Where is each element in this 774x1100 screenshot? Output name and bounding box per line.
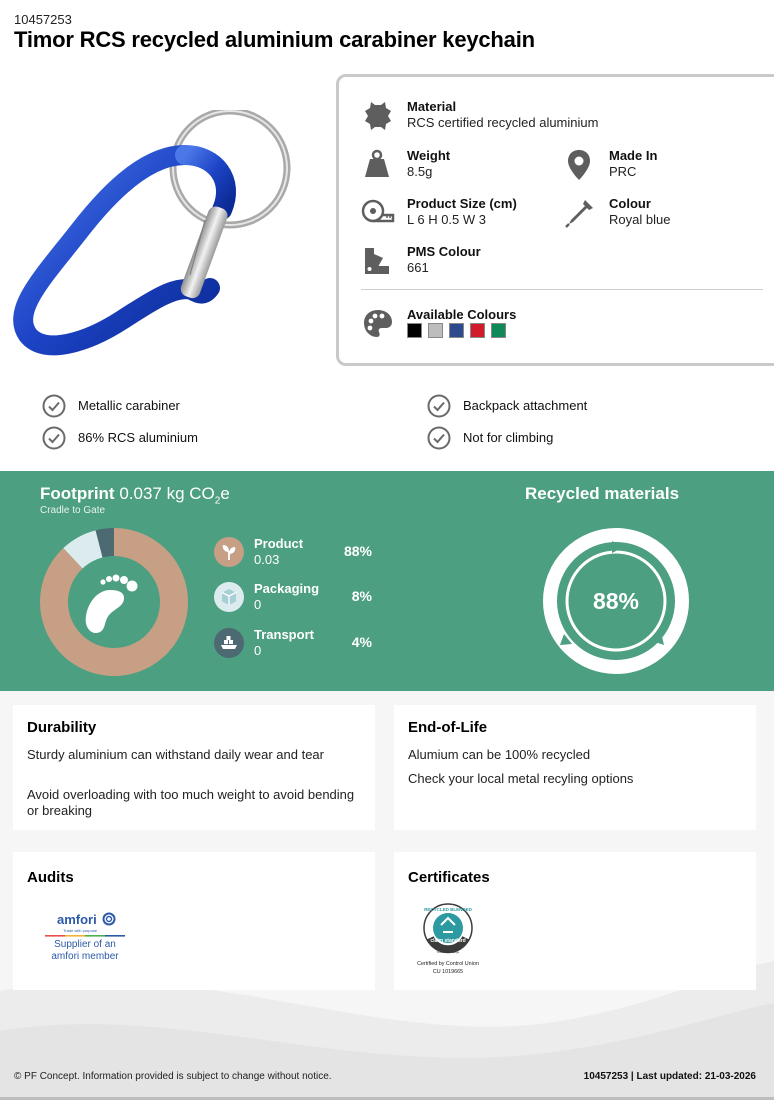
- sprout-icon: [214, 537, 244, 567]
- seal-bottom-text: claim standard: [430, 938, 466, 944]
- footer-disclaimer: © PF Concept. Information provided is subject to change without notice.: [14, 1071, 332, 1082]
- spec-weight-label: Weight: [407, 148, 451, 163]
- amfori-logo: [45, 906, 135, 966]
- check-circle-icon: [42, 426, 66, 450]
- footprint-row-product: [214, 537, 384, 571]
- durability-card: [13, 705, 375, 830]
- spec-card: [336, 74, 774, 366]
- box-icon: [214, 582, 244, 612]
- spec-size-value: L 6 H 0.5 W 3: [407, 212, 486, 227]
- recycled-percent: 88%: [592, 588, 640, 614]
- spec-divider: [361, 289, 763, 290]
- audits-heading: Audits: [27, 869, 74, 886]
- spec-material-label: Material: [407, 99, 457, 114]
- footprint-row-name: Product: [254, 536, 304, 551]
- footprint-row-percent: 88%: [343, 543, 372, 559]
- color-swatch-icon: [361, 244, 395, 278]
- spec-pms-label: PMS Colour: [407, 244, 481, 259]
- end-of-life-line: Alumium can be 100% recycled: [408, 747, 591, 762]
- amfori-tagline: Trade with purpose: [63, 928, 98, 933]
- durability-line: Avoid overloading with too much weight to avoid bending or breaking: [27, 787, 355, 818]
- measuring-tape-icon: [361, 196, 395, 230]
- spec-material-value: RCS certified recycled aluminium: [407, 115, 599, 130]
- feature-text: Backpack attachment: [463, 398, 588, 413]
- seal-mark-text: Textile Exchange: [436, 950, 460, 954]
- cert-line-1: Certified by Control Union: [417, 961, 479, 967]
- amfori-line-2: amfori member: [51, 951, 119, 962]
- footprint-title: [40, 484, 230, 506]
- weight-icon: [361, 148, 395, 182]
- recycled-ring: [540, 527, 692, 679]
- footprint-row-value: 0: [254, 643, 262, 658]
- feature-text: Not for climbing: [463, 430, 554, 445]
- seal-top-text: RECYCLED BLENDED: [424, 907, 472, 912]
- footprint-subscript: 2: [214, 495, 221, 507]
- feature-text: Metallic carabiner: [78, 398, 180, 413]
- feature-text: 86% RCS aluminium: [78, 430, 198, 445]
- check-circle-icon: [427, 394, 451, 418]
- certificates-heading: Certificates: [408, 869, 490, 886]
- available-colours-label: Available Colours: [407, 307, 517, 322]
- footprint-unit: e: [220, 484, 230, 503]
- colour-swatch: [470, 323, 485, 338]
- spec-colour-value: Royal blue: [609, 212, 671, 227]
- spec-weight-value: 8.5g: [407, 164, 433, 179]
- dropper-icon: [563, 196, 597, 230]
- recycled-blended-seal: [410, 902, 490, 978]
- spec-size-label: Product Size (cm): [407, 196, 517, 211]
- cert-line-2: CU 1019665: [432, 969, 464, 975]
- footprint-row-value: 0.03: [254, 552, 280, 567]
- audits-card: [13, 852, 375, 990]
- end-of-life-heading: End-of-Life: [408, 719, 488, 736]
- footprint-value: 0.037 kg CO: [119, 484, 215, 503]
- footprint-row-percent: 8%: [351, 588, 372, 604]
- durability-heading: Durability: [27, 719, 97, 736]
- end-of-life-line: Check your local metal recyling options: [408, 771, 634, 786]
- palette-icon: [361, 307, 395, 341]
- footprint-row-percent: 4%: [351, 634, 372, 650]
- durability-line: Sturdy aluminium can withstand daily wear and tear: [27, 747, 324, 762]
- page-title: Timor RCS recycled aluminium carabiner keychain: [14, 27, 535, 52]
- leather-hide-icon: [361, 99, 395, 133]
- product-sku: 10457253: [14, 12, 72, 27]
- footer-sku: 10457253: [583, 1071, 629, 1082]
- footprint-subtitle: Cradle to Gate: [40, 505, 106, 516]
- footprint-title-label: Footprint: [40, 484, 115, 503]
- certificates-card: [394, 852, 756, 990]
- footer-updated: Last updated: 21-03-2026: [636, 1071, 756, 1082]
- footprint-row-name: Packaging: [254, 581, 320, 596]
- spec-made-in-label: Made In: [609, 148, 658, 163]
- spec-pms-value: 661: [407, 260, 429, 275]
- footprint-row-value: 0: [254, 597, 262, 612]
- spec-made-in-value: PRC: [609, 164, 637, 179]
- colour-swatch: [428, 323, 443, 338]
- ship-icon: [214, 628, 244, 658]
- footprint-row-transport: [214, 628, 384, 662]
- footprint-row-name: Transport: [254, 627, 314, 642]
- check-circle-icon: [42, 394, 66, 418]
- colour-swatch: [407, 323, 422, 338]
- product-image: [10, 110, 300, 360]
- colour-swatch: [449, 323, 464, 338]
- footer-separator: |: [628, 1071, 637, 1082]
- check-circle-icon: [427, 426, 451, 450]
- location-pin-icon: [563, 148, 597, 182]
- colour-swatch: [491, 323, 506, 338]
- footprint-donut: [40, 528, 188, 676]
- footprint-row-packaging: [214, 582, 384, 616]
- amfori-brand: amfori: [57, 912, 97, 927]
- recycled-materials-title: Recycled materials: [525, 484, 680, 503]
- footer-info: [584, 1071, 756, 1082]
- amfori-line-1: Supplier of an: [54, 939, 116, 950]
- spec-colour-label: Colour: [609, 196, 651, 211]
- end-of-life-card: [394, 705, 756, 830]
